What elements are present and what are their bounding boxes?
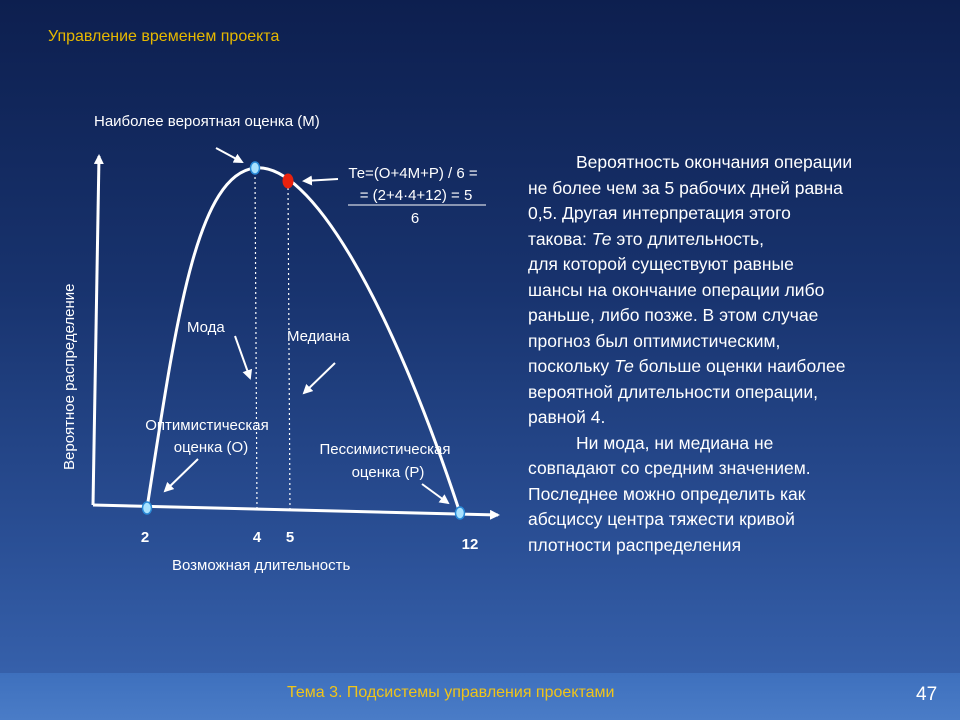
optimistic-label-line1: Оптимистическая bbox=[145, 417, 269, 434]
slide-title: Управление временем проекта bbox=[48, 28, 280, 45]
formula-line3: 6 bbox=[410, 210, 420, 227]
tick-pessimistic: 12 bbox=[461, 536, 479, 553]
mode-line bbox=[255, 172, 257, 512]
x-axis-label: Возможная длительность bbox=[172, 557, 351, 574]
mode-arrow bbox=[235, 336, 250, 378]
optimistic-label-line2: оценка (О) bbox=[173, 439, 249, 456]
most-likely-label: Наиболее вероятная оценка (М) bbox=[94, 113, 320, 130]
explanation-text bbox=[528, 150, 928, 558]
pessimistic-point bbox=[456, 507, 465, 519]
explanation-paragraph-2: Ни мода, ни медиана не совпадают со средним значением. Последнее можно определить как абсциссу центра тяжести кривой плотности распределения bbox=[528, 432, 811, 555]
explanation-paragraph-1: Вероятность окончания операции не более чем за 5 рабочих дней равна 0,5. Другая интерпретация этого такова: Те это длительность, для которой существуют равные шансы на окончание операции либо раньше, либо позже. В этом случае прогноз был оптимистическим, поскольку Те больше оценки наиболее вероятной длительности операции, равной 4. bbox=[528, 152, 853, 427]
x-axis bbox=[93, 505, 498, 515]
median-point bbox=[283, 174, 294, 189]
median-line bbox=[288, 183, 290, 513]
pessimistic-label-line2: оценка (Р) bbox=[351, 464, 425, 481]
page-number: 47 bbox=[916, 684, 938, 705]
tick-median: 5 bbox=[285, 529, 295, 546]
mode-label: Мода bbox=[187, 319, 225, 336]
median-label: Медиана bbox=[287, 328, 350, 345]
mode-point bbox=[251, 162, 260, 174]
formula-line2: = (2+4·4+12) = 5 bbox=[359, 187, 473, 204]
most-likely-arrow bbox=[216, 148, 242, 162]
y-axis bbox=[93, 156, 99, 505]
median-arrow bbox=[304, 363, 335, 393]
formula-arrow bbox=[304, 179, 338, 181]
formula-line1: Те=(О+4М+Р) / 6 = bbox=[348, 165, 478, 182]
footer-topic: Тема 3. Подсистемы управления проектами bbox=[287, 684, 615, 701]
y-axis-label: Вероятное распределение bbox=[61, 283, 78, 470]
pessimistic-label-line1: Пессимистическая bbox=[319, 441, 451, 458]
optimistic-point bbox=[143, 502, 152, 514]
pessimistic-arrow bbox=[422, 484, 448, 503]
tick-optimistic: 2 bbox=[140, 529, 150, 546]
tick-mode: 4 bbox=[252, 529, 262, 546]
optimistic-arrow bbox=[165, 459, 198, 491]
